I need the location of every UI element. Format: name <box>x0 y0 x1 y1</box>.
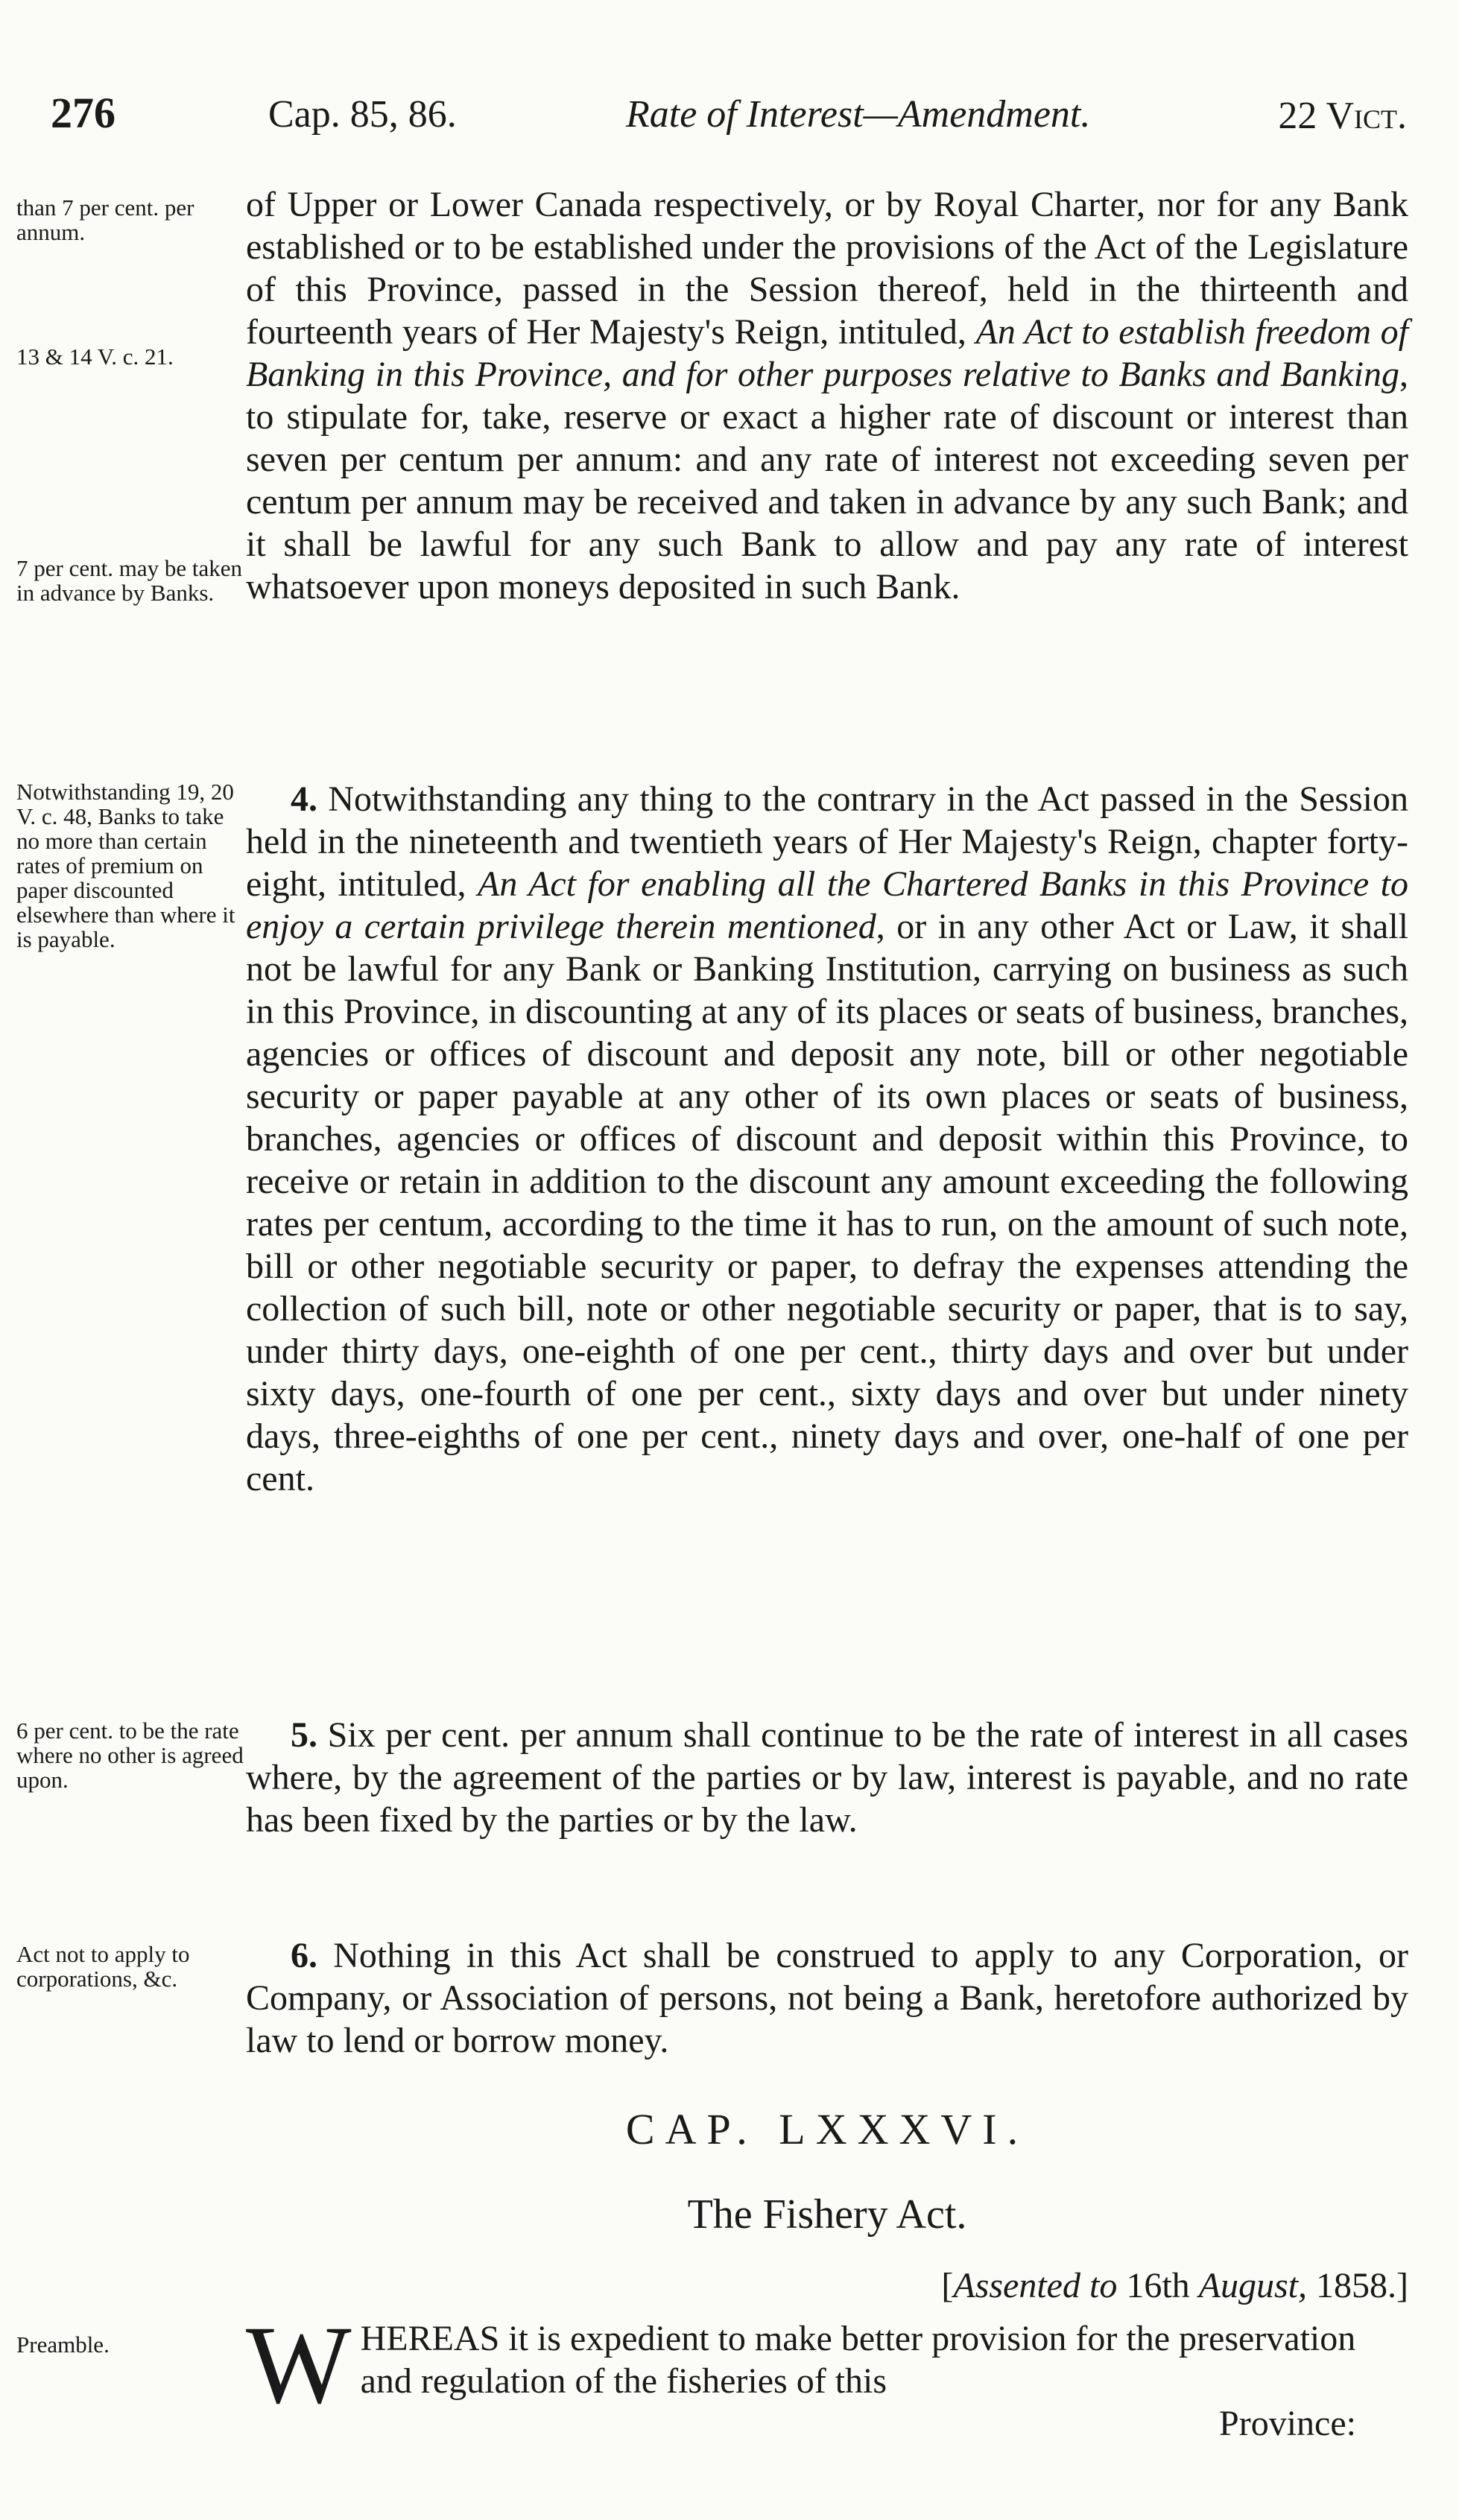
margin-note-rate-limit: than 7 per cent. per annum. <box>16 194 194 245</box>
act-name: The Fishery Act. <box>687 2191 967 2238</box>
assent-open-bracket: [ <box>941 2266 954 2305</box>
page-number: 276 <box>51 89 115 137</box>
preamble-body: HEREAS it is expedient to make better provision for the preservation and regulation of the fisheries of this <box>360 2319 1356 2401</box>
section-5-text: Six per cent. per annum shall continue to be the rate of interest in all cases where, by the agreement of the parties or by law, interest is payable, and no rate has been fixed by the parties or by the law. <box>246 1715 1409 1840</box>
section-cont-text-2: , to stipulate for, take, reserve or exact a higher rate of discount or interest than seven per centum per annum: and any rate of interest not exceeding seven per centum per annum may be received and taken in advance by any such Bank; and it shall be lawful for any such Bank to allow and pay any rate of interest whatsoever upon moneys deposited in such Bank. <box>246 355 1408 607</box>
section-4 <box>246 778 1408 1500</box>
section-4-text-1: Notwithstanding any thing to the contrary in the Act passed in the Session held in the nineteenth and twentieth years of Her Majesty's Reign, chapter forty-eight, intituled, <box>246 779 1408 904</box>
assent-year: 1858.] <box>1316 2266 1408 2305</box>
margin-note-six-percent: 6 per cent. to be the rate where no other is agreed upon. <box>16 1718 244 1793</box>
chapter-heading: CAP. LXXXVI. <box>625 2105 1029 2153</box>
section-6-text: Nothing in this Act shall be construed to apply to any Corporation, or Company, or Association of persons, not being a Bank, heretofore authorized by law to lend or borrow money. <box>246 1936 1409 2060</box>
regnal-year: 22 Vict. <box>1278 95 1407 137</box>
section-5-number: 5. <box>291 1715 317 1755</box>
assent-text: Assented to <box>953 2266 1118 2305</box>
margin-note-notwithstanding: Notwithstanding 19, 20 V. c. 48, Banks to take no more than certain rates of premium on paper discounted elsewhere than where it is payable. <box>16 779 235 952</box>
chapter-reference: Cap. 85, 86. <box>268 93 457 136</box>
running-title: Rate of Interest—Amendment. <box>626 93 1091 136</box>
section-6 <box>246 1934 1408 2062</box>
margin-note-not-apply: Act not to apply to corporations, &c. <box>16 1941 190 1992</box>
section-continuation <box>246 183 1408 608</box>
assent-line <box>941 2265 1408 2306</box>
section-4-text-2: , or in any other Act or Law, it shall not be lawful for any Bank or Banking Institution, carrying on business as such in this Province, in discounting at any of its places or seats of business, branches, agencies or offices of discount and deposit any note, bill or other negotiable security or paper payable at any other of its own places or seats of business, branches, agencies or offices of discount and deposit within this Province, to receive or retain in addition to the discount any amount exceeding the following rates per centum, according to the time it has to run, on the amount of such note, bill or other negotiable security or paper, to defray the expenses attending the collection of such bill, note or other negotiable security or paper, that is to say, under thirty days, one-eighth of one per cent., thirty days and over but under sixty days, one-fourth of one per cent., sixty days and over but under ninety days, three-eighths of one per cent., ninety days and over, one-half of one per cent. <box>246 907 1408 1498</box>
assent-day: 16th <box>1126 2266 1190 2305</box>
section-5 <box>246 1714 1408 1841</box>
margin-note-statute-ref: 13 & 14 V. c. 21. <box>16 344 174 370</box>
preamble-dropcap: W <box>246 2303 352 2427</box>
assent-month: August, <box>1198 2266 1308 2305</box>
section-4-act-title: An Act for enabling all the Chartered Banks in this Province to enjoy a certain privilege therein mentioned <box>246 864 1408 946</box>
margin-note-preamble: Preamble. <box>16 2331 110 2358</box>
section-6-number: 6. <box>291 1936 317 1975</box>
section-cont-text-1: of Upper or Lower Canada respectively, or by Royal Charter, nor for any Bank established or to be established under the provisions of the Act of the Legislature of this Province, passed in the Session thereof, held in the thirteenth and fourteenth years of Her Majesty's Reign, intituled, <box>246 185 1408 352</box>
preamble-text <box>246 2303 1408 2445</box>
section-4-number: 4. <box>291 779 317 819</box>
margin-note-in-advance: 7 per cent. may be taken in advance by Banks. <box>16 555 242 606</box>
page-header <box>45 88 1416 155</box>
preamble-last-word: Province: <box>1219 2404 1356 2443</box>
section-cont-act-title: An Act to establish freedom of Banking in this Province, and for other purposes relative to Banks and Banking <box>246 312 1409 394</box>
